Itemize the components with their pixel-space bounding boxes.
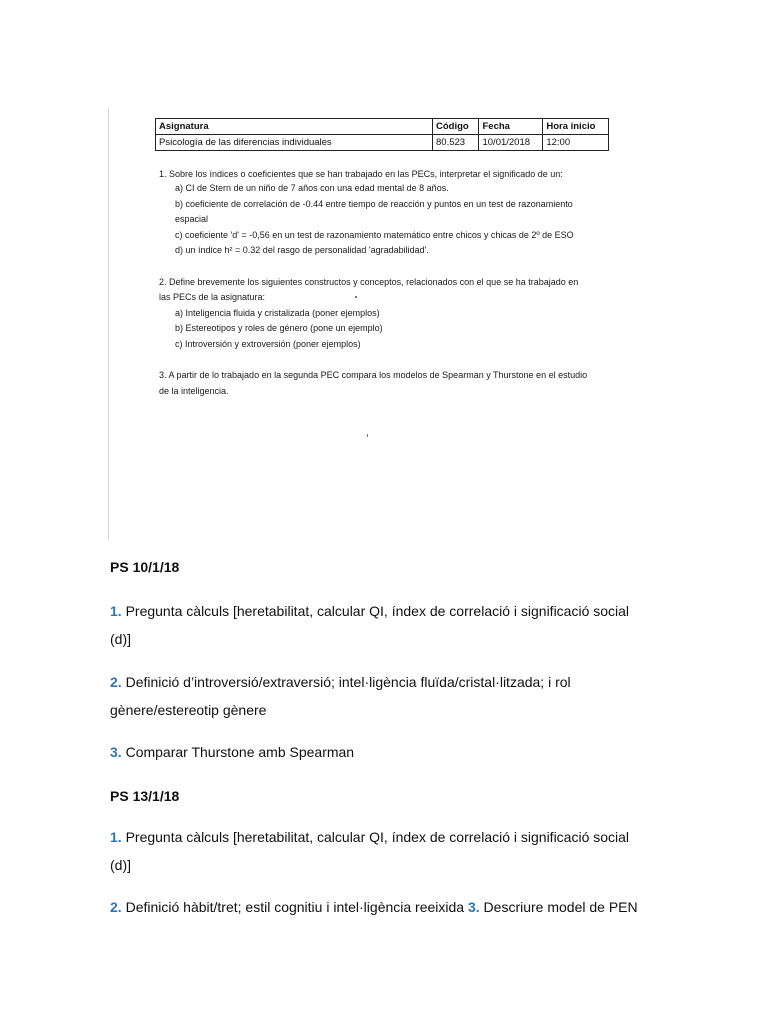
question-1b-cont: espacial [175, 214, 209, 224]
scan-speck [355, 296, 357, 298]
question-3: 3. A partir de lo trabajado en la segunda PEC compara los modelos de Spearman y Thurstone en el estudio [159, 370, 588, 380]
cell-fecha: 10/01/2018 [479, 135, 543, 151]
item-text: Comparar Thurstone amb Spearman [121, 744, 355, 760]
cell-asignatura: Psicología de las diferencias individuales [156, 135, 433, 151]
note-item-3 [110, 738, 650, 766]
item-text: Definició d’introversió/extraversió; intel·ligència fluïda/cristal·litzada; i rol [121, 674, 571, 690]
question-1a: a) CI de Stern de un niño de 7 años con una edad mental de 8 años. [175, 183, 449, 193]
scanned-exam-image [108, 108, 629, 540]
note-item-4-cont: (d)] [110, 857, 131, 873]
question-2c: c) Introversión y extroversión (poner ejemplos) [175, 339, 361, 349]
session-heading-1: PS 10/1/18 [110, 559, 180, 575]
item-number: 1. [110, 603, 122, 619]
cell-hora: 12:00 [543, 135, 609, 151]
scan-speck [367, 434, 368, 437]
note-item-2 [110, 668, 650, 696]
question-1: 1. Sobre los índices o coeficientes que se han trabajado en las PECs, interpretar el significado de un: [159, 169, 563, 179]
note-item-1 [110, 597, 650, 625]
item-number: 2. [110, 899, 122, 915]
header-hora: Hora inicio [543, 119, 609, 135]
question-2: 2. Define brevemente los siguientes constructos y conceptos, relacionados con el que se ha trabajado en [159, 277, 579, 287]
note-item-4 [110, 823, 650, 851]
item-number: 3. [467, 899, 480, 915]
table-header-row [156, 119, 609, 135]
question-2b: b) Estereotipos y roles de género (pone un ejemplo) [175, 323, 383, 333]
item-text: Descriure model de PEN [479, 899, 638, 915]
item-number: 2. [110, 674, 122, 690]
exam-header-table [155, 118, 609, 151]
item-text: Pregunta càlculs [heretabilitat, calcular QI, índex de correlació i significació social [121, 829, 630, 845]
question-2a: a) Inteligencia fluida y cristalizada (poner ejemplos) [175, 308, 380, 318]
note-item-2-cont: gènere/estereotip gènere [110, 702, 267, 718]
question-1b: b) coeficiente de correlación de -0.44 entre tiempo de reacción y puntos en un test de razonamiento [175, 199, 573, 209]
header-fecha: Fecha [479, 119, 543, 135]
item-number: 3. [110, 744, 122, 760]
question-1d: d) un índice h² = 0.32 del rasgo de personalidad 'agradabilidad'. [175, 245, 429, 255]
question-2-cont: las PECs de la asignatura: [159, 292, 266, 302]
item-text: Definició hàbit/tret; estil cognitiu i intel·ligència reeixida [121, 899, 468, 915]
header-asignatura: Asignatura [156, 119, 433, 135]
question-1c: c) coeficiente 'd' = -0,56 en un test de razonamiento matemático entre chicos y chicas de 2º de ESO [175, 230, 574, 240]
header-codigo: Código [433, 119, 479, 135]
question-3-cont: de la inteligencia. [159, 386, 229, 396]
item-text: Pregunta càlculs [heretabilitat, calcular QI, índex de correlació i significació social [121, 603, 630, 619]
note-item-5 [110, 893, 650, 921]
note-item-1-cont: (d)] [110, 631, 131, 647]
session-heading-2: PS 13/1/18 [110, 788, 180, 804]
table-row [156, 135, 609, 151]
item-number: 1. [110, 829, 122, 845]
cell-codigo: 80.523 [433, 135, 479, 151]
